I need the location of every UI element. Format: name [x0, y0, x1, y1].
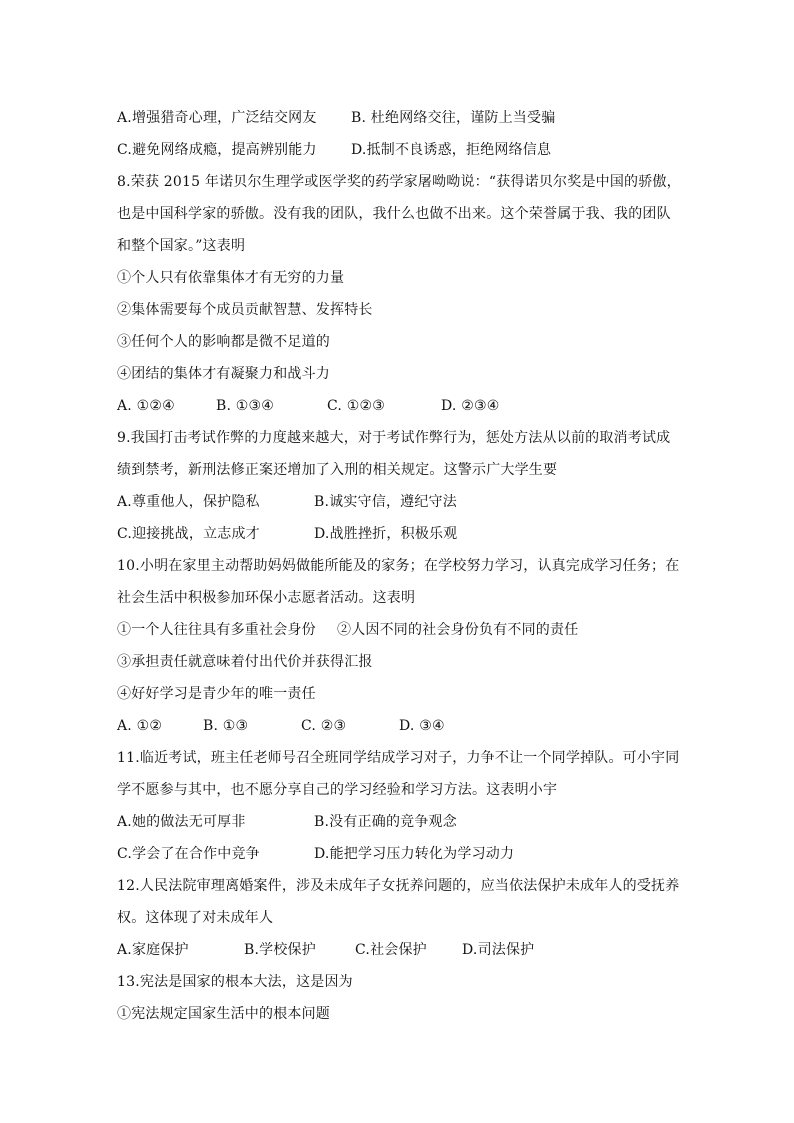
- q10-option-b: B. ①③: [203, 718, 249, 734]
- q10-item-1: ①一个人往往具有多重社会身份: [117, 622, 316, 638]
- q8-option-d: D. ②③④: [441, 398, 500, 414]
- q7-option-a: A.增强猎奇心理，广泛结交网友: [117, 110, 317, 126]
- q10-option-c: C. ②③: [301, 718, 347, 734]
- q8-stem-line-3: 和整个国家。”这表明: [117, 238, 246, 254]
- q8-option-a: A. ①②④: [117, 398, 175, 414]
- q7-option-c: C.避免网络成瘾，提高辨别能力: [117, 142, 317, 158]
- q8-option-c: C. ①②③: [327, 398, 385, 414]
- q10-item-2: ②人因不同的社会身份负有不同的责任: [337, 622, 579, 638]
- q12-option-a: A.家庭保护: [117, 942, 189, 958]
- q11-option-c: C.学会了在合作中竞争: [117, 846, 260, 862]
- q12-stem-line-2: 权。这体现了对未成年人: [117, 910, 274, 926]
- q9-option-c: C.迎接挑战，立志成才: [117, 526, 260, 542]
- q12-stem-line-1: 12.人民法院审理离婚案件，涉及未成年子女抚养问题的，应当依法保护未成年人的受抚养: [117, 878, 680, 894]
- q11-option-d: D.能把学习压力转化为学习动力: [314, 846, 515, 862]
- q13-stem: 13.宪法是国家的根本大法，这是因为: [117, 974, 353, 990]
- q8-item-1: ①个人只有依靠集体才有无穷的力量: [117, 270, 345, 286]
- q11-stem-line-1: 11.临近考试，班主任老师号召全班同学结成学习对子，力争不让一个同学掉队。可小宇同: [117, 750, 680, 766]
- q12-option-c: C.社会保护: [355, 942, 427, 958]
- q8-item-3: ③任何个人的影响都是微不足道的: [117, 334, 330, 350]
- q9-option-a: A.尊重他人，保护隐私: [117, 494, 260, 510]
- q8-item-2: ②集体需要每个成员贡献智慧、发挥特长: [117, 302, 373, 318]
- q12-option-b: B.学校保护: [244, 942, 316, 958]
- q8-stem-line-1: 8.荣获 2015 年诺贝尔生理学或医学奖的药学家屠呦呦说：“获得诺贝尔奖是中国的骄傲，: [117, 174, 681, 190]
- q11-stem-line-2: 学不愿参与其中，也不愿分享自己的学习经验和学习方法。这表明小宇: [117, 782, 558, 798]
- q8-option-b: B. ①③④: [216, 398, 275, 414]
- q10-item-3: ③承担责任就意味着付出代价并获得汇报: [117, 654, 373, 670]
- q13-item-1: ①宪法规定国家生活中的根本问题: [117, 1006, 330, 1022]
- q10-option-a: A. ①②: [117, 718, 163, 734]
- q10-stem-line-2: 社会生活中积极参加环保小志愿者活动。这表明: [117, 590, 416, 606]
- q7-option-d: D.抵制不良诱惑，拒绝网络信息: [351, 142, 552, 158]
- q10-item-4: ④好好学习是青少年的唯一责任: [117, 686, 316, 702]
- q10-option-d: D. ③④: [399, 718, 445, 734]
- q9-stem-line-2: 绩到禁考，新刑法修正案还增加了入刑的相关规定。这警示广大学生要: [117, 462, 558, 478]
- q7-option-b: B. 杜绝网络交往，谨防上当受骗: [351, 110, 556, 126]
- q11-option-a: A.她的做法无可厚非: [117, 814, 246, 830]
- q12-option-d: D.司法保护: [462, 942, 535, 958]
- q9-stem-line-1: 9.我国打击考试作弊的力度越来越大，对于考试作弊行为，惩处方法从以前的取消考试成: [117, 430, 671, 446]
- q8-item-4: ④团结的集体才有凝聚力和战斗力: [117, 366, 330, 382]
- q10-stem-line-1: 10.小明在家里主动帮助妈妈做能所能及的家务；在学校努力学习，认真完成学习任务；在: [117, 558, 680, 574]
- q8-stem-line-2: 也是中国科学家的骄傲。没有我的团队，我什么也做不出来。这个荣誉属于我、我的团队: [117, 206, 671, 222]
- q11-option-b: B.没有正确的竞争观念: [314, 814, 457, 830]
- q9-option-d: D.战胜挫折，积极乐观: [314, 526, 458, 542]
- q9-option-b: B.诚实守信，遵纪守法: [314, 494, 457, 510]
